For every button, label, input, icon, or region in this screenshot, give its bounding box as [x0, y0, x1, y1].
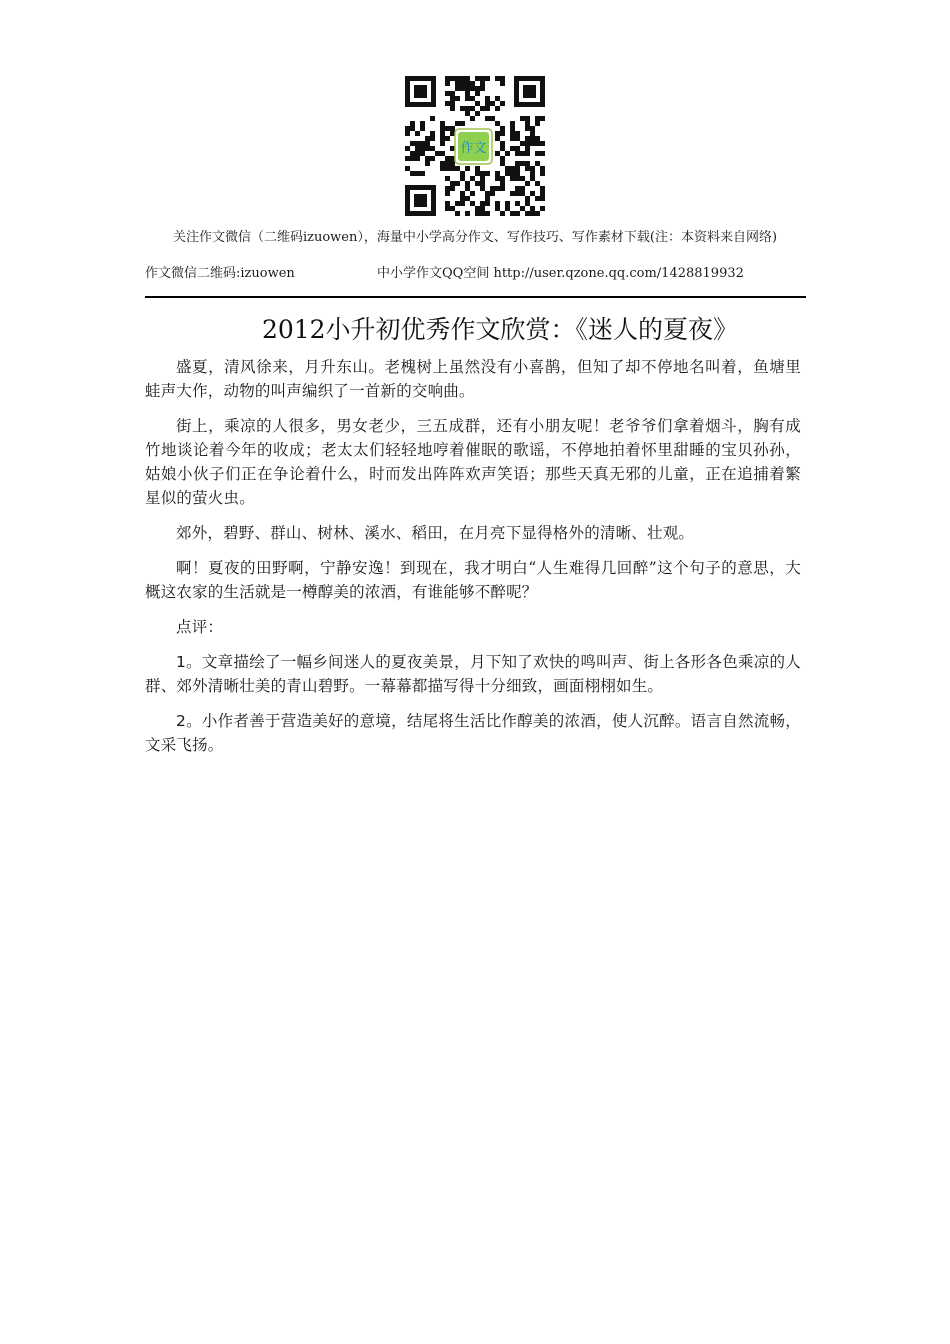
qr-module	[465, 111, 470, 116]
qr-module	[520, 191, 525, 196]
qr-module	[465, 96, 470, 101]
qr-module	[535, 151, 540, 156]
qr-module	[415, 151, 420, 156]
qr-module	[520, 206, 525, 211]
comment-number: 2	[176, 712, 187, 730]
qr-module	[515, 176, 520, 181]
qr-module	[535, 211, 540, 216]
qr-module	[460, 191, 465, 196]
qr-module	[500, 186, 505, 191]
qr-module	[430, 131, 435, 136]
qr-module	[410, 126, 415, 131]
qr-module	[455, 86, 460, 91]
qr-module	[510, 171, 515, 176]
qr-module	[495, 106, 500, 111]
qr-module	[435, 151, 440, 156]
qr-module	[450, 206, 455, 211]
qr-module	[495, 136, 500, 141]
qr-module	[445, 81, 450, 86]
qr-module	[515, 211, 520, 216]
qr-module	[405, 131, 410, 136]
comment-label: 点评：	[176, 618, 224, 636]
qr-module	[540, 141, 545, 146]
qr-module	[470, 81, 475, 86]
qr-module	[425, 141, 430, 146]
qr-module	[445, 161, 450, 166]
qr-module	[525, 121, 530, 126]
qr-module	[520, 186, 525, 191]
qr-module	[445, 126, 450, 131]
article-body	[145, 355, 801, 768]
qr-module	[415, 146, 420, 151]
qr-module	[445, 136, 450, 141]
qr-module	[490, 186, 495, 191]
qr-module	[480, 76, 485, 81]
qr-module	[455, 181, 460, 186]
qr-module	[460, 81, 465, 86]
qr-module	[505, 201, 510, 206]
qr-module	[500, 156, 505, 161]
article-title: 2012小升初优秀作文欣赏：《迷人的夏夜》	[261, 315, 739, 344]
qr-module	[465, 81, 470, 86]
qr-module	[515, 131, 520, 136]
qr-module	[515, 201, 520, 206]
qr-module	[530, 191, 535, 196]
qr-module	[495, 131, 500, 136]
header-contact-line	[145, 265, 805, 282]
qr-module	[450, 101, 455, 106]
qr-module	[535, 161, 540, 166]
qr-module	[505, 166, 510, 171]
qr-module	[525, 161, 530, 166]
qr-module	[535, 136, 540, 141]
qr-module	[515, 191, 520, 196]
qr-module	[470, 106, 475, 111]
qr-module	[445, 186, 450, 191]
qr-module	[485, 196, 490, 201]
qr-module	[420, 171, 425, 176]
qr-module	[510, 166, 515, 171]
qr-code	[405, 76, 545, 216]
qr-module	[525, 126, 530, 131]
qr-module	[480, 106, 485, 111]
qr-module	[450, 91, 455, 96]
qr-module	[500, 131, 505, 136]
qr-module	[410, 156, 415, 161]
qr-module	[450, 181, 455, 186]
qr-module	[460, 201, 465, 206]
qr-module	[445, 91, 450, 96]
qr-module	[520, 151, 525, 156]
qq-space-link[interactable]: 中小学作文QQ空间 http://user.qzone.qq.com/1428819932	[377, 266, 744, 281]
qr-module	[440, 131, 445, 136]
qr-module	[510, 176, 515, 181]
qr-module	[450, 166, 455, 171]
qr-module	[525, 151, 530, 156]
qr-module	[460, 76, 465, 81]
qr-module	[460, 171, 465, 176]
qr-module	[425, 136, 430, 141]
qr-module	[525, 166, 530, 171]
qr-module	[405, 166, 410, 171]
qr-module	[480, 201, 485, 206]
qr-module	[510, 131, 515, 136]
qr-module	[505, 151, 510, 156]
qr-module	[480, 176, 485, 181]
header-divider	[145, 296, 806, 298]
qr-module	[480, 171, 485, 176]
qr-module	[450, 76, 455, 81]
qr-module	[460, 196, 465, 201]
comment-item	[145, 650, 801, 698]
qr-module	[465, 106, 470, 111]
qr-module	[480, 211, 485, 216]
qr-module	[470, 96, 475, 101]
qr-module	[455, 76, 460, 81]
qr-module	[445, 176, 450, 181]
qr-module	[465, 186, 470, 191]
qr-module	[495, 206, 500, 211]
qr-module	[475, 111, 480, 116]
qr-module	[525, 201, 530, 206]
qr-module	[420, 141, 425, 146]
qr-module	[440, 121, 445, 126]
qr-module	[520, 141, 525, 146]
qr-module	[525, 211, 530, 216]
qr-module	[480, 81, 485, 86]
qr-module	[475, 101, 480, 106]
qr-module	[535, 181, 540, 186]
qr-module	[505, 171, 510, 176]
qr-module	[425, 156, 430, 161]
qr-module	[475, 206, 480, 211]
qr-module	[480, 186, 485, 191]
qr-module	[510, 136, 515, 141]
qr-module	[485, 201, 490, 206]
qr-module	[465, 196, 470, 201]
qr-module	[440, 161, 445, 166]
qr-module	[525, 196, 530, 201]
qr-module	[540, 206, 545, 211]
qr-module	[455, 96, 460, 101]
qr-module	[500, 211, 505, 216]
comment-item	[145, 709, 801, 757]
qr-module	[525, 146, 530, 151]
qr-module	[540, 196, 545, 201]
qr-module	[455, 121, 460, 126]
qr-module	[500, 126, 505, 131]
qr-module	[450, 161, 455, 166]
qr-logo-text: 作文	[460, 141, 487, 156]
qr-module	[485, 211, 490, 216]
qr-module	[495, 151, 500, 156]
qr-module	[540, 171, 545, 176]
qr-module	[515, 166, 520, 171]
qr-module	[445, 156, 450, 161]
qr-module	[415, 156, 420, 161]
qr-module	[470, 176, 475, 181]
qr-module	[450, 126, 455, 131]
qr-module	[495, 186, 500, 191]
qr-module	[510, 126, 515, 131]
qr-module	[430, 146, 435, 151]
qr-module	[495, 176, 500, 181]
comment-text: 。小作者善于营造美好的意境，结尾将生活比作醇美的浓酒，使人沉醉。语言自然流畅，文采飞扬。	[145, 712, 801, 754]
qr-module	[515, 136, 520, 141]
qr-module	[405, 146, 410, 151]
qr-module	[440, 151, 445, 156]
qr-module	[540, 151, 545, 156]
qr-module	[425, 161, 430, 166]
qr-module	[485, 76, 490, 81]
qr-module	[410, 141, 415, 146]
qr-module	[465, 91, 470, 96]
qr-module	[460, 176, 465, 181]
qr-module	[455, 166, 460, 171]
qr-module	[430, 136, 435, 141]
qr-module	[420, 146, 425, 151]
qr-module	[465, 166, 470, 171]
qr-module	[525, 181, 530, 186]
qr-module	[530, 131, 535, 136]
qr-module	[535, 116, 540, 121]
qr-module	[530, 166, 535, 171]
qr-module	[540, 186, 545, 191]
qr-module	[430, 116, 435, 121]
qr-module	[485, 106, 490, 111]
qr-module	[410, 121, 415, 126]
qr-module	[485, 96, 490, 101]
qr-module	[500, 141, 505, 146]
qr-module	[465, 181, 470, 186]
qr-module	[460, 121, 465, 126]
qr-logo	[455, 129, 492, 164]
qr-module	[440, 136, 445, 141]
qr-module	[525, 116, 530, 121]
qr-module	[475, 181, 480, 186]
article-paragraph: 街上，乘凉的人很多，男女老少，三五成群，还有小朋友呢！老爷爷们拿着烟斗，胸有成竹地谈论着今年的收成；老太太们轻轻地哼着催眠的歌谣，不停地拍着怀里甜睡的宝贝孙孙，姑娘小伙子们正在争论着什么，时而发出阵阵欢声笑语；那些天真无邪的儿童，正在追捕着繁星似的萤火虫。	[145, 417, 801, 507]
qr-module	[420, 151, 425, 156]
qr-module	[520, 161, 525, 166]
qr-module	[485, 191, 490, 196]
qr-module	[440, 126, 445, 131]
qr-module	[540, 166, 545, 171]
qr-module	[530, 211, 535, 216]
qr-module	[470, 201, 475, 206]
qr-module	[540, 116, 545, 121]
qr-module	[450, 106, 455, 111]
qr-module	[415, 141, 420, 146]
qr-module	[445, 191, 450, 196]
qr-module	[490, 116, 495, 121]
article-paragraph: 郊外，碧野、群山、树林、溪水、稻田，在月亮下显得格外的清晰、壮观。	[176, 524, 695, 542]
qr-module	[500, 176, 505, 181]
qr-module	[415, 131, 420, 136]
qr-module	[515, 171, 520, 176]
qr-module	[455, 201, 460, 206]
qr-module	[510, 121, 515, 126]
qr-module	[475, 171, 480, 176]
qr-module	[535, 141, 540, 146]
qr-module	[505, 206, 510, 211]
qr-module	[500, 76, 505, 81]
qr-module	[470, 116, 475, 121]
qr-module	[440, 141, 445, 146]
qr-module	[470, 86, 475, 91]
qr-module	[490, 101, 495, 106]
article-paragraph: 盛夏，清风徐来，月升东山。老槐树上虽然没有小喜鹊，但知了却不停地名叫着，鱼塘里蛙声大作，动物的叫声编织了一首新的交响曲。	[145, 358, 801, 400]
qr-module	[475, 86, 480, 91]
qr-module	[480, 181, 485, 186]
qr-module	[445, 201, 450, 206]
qr-module	[530, 176, 535, 181]
qr-module	[530, 206, 535, 211]
qr-module	[530, 126, 535, 131]
wechat-id-text: 作文微信二维码:izuowen	[145, 266, 295, 281]
qr-module	[460, 106, 465, 111]
qr-module	[495, 121, 500, 126]
qr-module	[515, 151, 520, 156]
qr-module	[485, 171, 490, 176]
qr-module	[465, 86, 470, 91]
qr-module	[535, 196, 540, 201]
qr-module	[535, 121, 540, 126]
qr-module	[445, 76, 450, 81]
qr-module	[410, 151, 415, 156]
qr-module	[520, 176, 525, 181]
qr-module	[530, 171, 535, 176]
qr-module	[405, 126, 410, 131]
qr-module	[495, 171, 500, 176]
qr-module	[405, 156, 410, 161]
qr-module	[455, 81, 460, 86]
qr-module	[480, 206, 485, 211]
qr-module	[420, 126, 425, 131]
qr-module	[510, 191, 515, 196]
qr-module	[410, 171, 415, 176]
qr-module	[475, 211, 480, 216]
qr-module	[475, 166, 480, 171]
qr-module	[430, 156, 435, 161]
header-notice: 关注作文微信（二维码izuowen），海量中小学高分作文、写作技巧、写作素材下载(注：本资料来自网络)	[172, 230, 778, 245]
qr-module	[450, 96, 455, 101]
comment-text: 。文章描绘了一幅乡间迷人的夏夜美景，月下知了欢快的鸣叫声、街上各形各色乘凉的人群、郊外清晰壮美的青山碧野。一幕幕都描写得十分细致，画面栩栩如生。	[145, 653, 801, 695]
qr-module	[530, 141, 535, 146]
qr-module	[485, 116, 490, 121]
qr-module	[475, 76, 480, 81]
qr-module	[490, 191, 495, 196]
qr-module	[440, 166, 445, 171]
qr-module	[530, 136, 535, 141]
qr-module	[480, 86, 485, 91]
qr-module	[500, 81, 505, 86]
qr-module	[510, 211, 515, 216]
qr-module	[485, 101, 490, 106]
qr-module	[540, 191, 545, 196]
qr-module	[445, 166, 450, 171]
qr-module	[495, 96, 500, 101]
qr-module	[525, 141, 530, 146]
qr-module	[420, 121, 425, 126]
qr-module	[500, 161, 505, 166]
qr-module	[460, 86, 465, 91]
qr-module	[465, 211, 470, 216]
qr-module	[475, 91, 480, 96]
qr-module	[515, 186, 520, 191]
qr-module	[515, 161, 520, 166]
article-paragraph: 啊！夏夜的田野啊，宁静安逸！到现在，我才明白“人生难得几回醉”这个句子的意思，大概这农家的生活就是一樽醇美的浓酒，有谁能够不醉呢？	[145, 559, 801, 601]
qr-module	[495, 76, 500, 81]
qr-module	[450, 186, 455, 191]
qr-module	[415, 171, 420, 176]
qr-module	[465, 76, 470, 81]
qr-module	[500, 181, 505, 186]
qr-module	[500, 146, 505, 151]
qr-module	[445, 101, 450, 106]
qr-module	[470, 191, 475, 196]
qr-module	[520, 116, 525, 121]
qr-module	[515, 146, 520, 151]
qr-module	[445, 206, 450, 211]
qr-module	[500, 101, 505, 106]
qr-module	[510, 146, 515, 151]
qr-module	[495, 201, 500, 206]
qr-module	[455, 211, 460, 216]
qr-module	[425, 146, 430, 151]
comment-number: 1	[176, 653, 187, 671]
qr-module	[525, 136, 530, 141]
